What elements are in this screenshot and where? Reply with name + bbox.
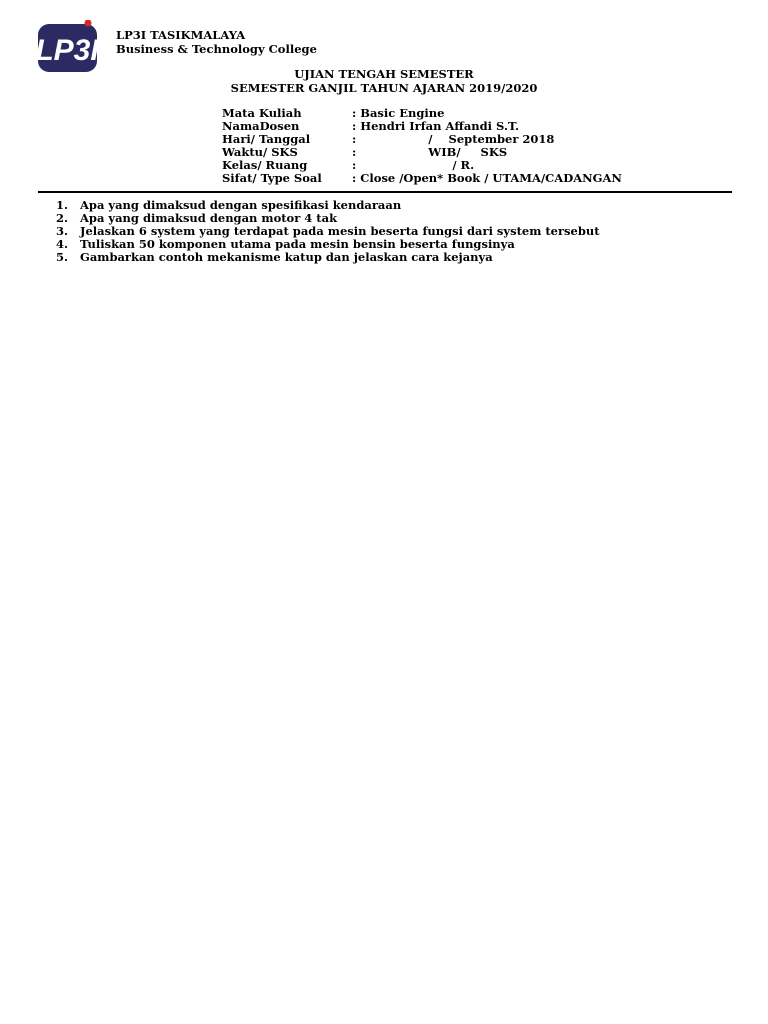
header-divider xyxy=(38,191,732,193)
lp3i-logo-icon xyxy=(37,20,99,74)
question-text: Apa yang dimaksud dengan spesifikasi kendaraan xyxy=(80,198,402,212)
meta-value: : Basic Engine xyxy=(352,106,445,120)
meta-value: : / September 2018 xyxy=(352,132,555,146)
meta-value: : Hendri Irfan Affandi S.T. xyxy=(352,119,520,133)
question-number: 4. xyxy=(56,237,69,251)
question-text: Tuliskan 50 komponen utama pada mesin bensin beserta fungsinya xyxy=(80,237,515,251)
question-text: Apa yang dimaksud dengan motor 4 tak xyxy=(80,211,338,225)
question-text: Gambarkan contoh mekanisme katup dan jelaskan cara kejanya xyxy=(80,250,493,264)
question-text: Jelaskan 6 system yang terdapat pada mesin beserta fungsi dari system tersebut xyxy=(80,224,600,238)
meta-label: Waktu/ SKS xyxy=(222,145,298,159)
institution-name: LP3I TASIKMALAYA xyxy=(116,28,246,42)
meta-value: : WIB/ SKS xyxy=(352,145,508,159)
meta-label: Kelas/ Ruang xyxy=(222,158,308,172)
lp3i-logo xyxy=(37,20,99,74)
exam-title xyxy=(0,68,768,95)
question-number: 5. xyxy=(56,250,69,264)
question-number: 3. xyxy=(56,224,69,238)
meta-value: : Close /Open* Book / UTAMA/CADANGAN xyxy=(352,171,622,185)
question-number: 2. xyxy=(56,211,69,225)
meta-label: Sifat/ Type Soal xyxy=(222,171,322,185)
meta-label: Mata Kuliah xyxy=(222,106,302,120)
meta-value: : / R. xyxy=(352,158,475,172)
exam-title-line2: SEMESTER GANJIL TAHUN AJARAN 2019/2020 xyxy=(230,80,538,95)
question-number: 1. xyxy=(56,198,69,212)
meta-label: NamaDosen xyxy=(222,119,300,133)
exam-title-line1: UJIAN TENGAH SEMESTER xyxy=(294,67,474,81)
institution-subtitle: Business & Technology College xyxy=(116,42,317,56)
meta-label: Hari/ Tanggal xyxy=(222,132,311,146)
institution-block xyxy=(116,28,317,56)
logo-text: LP3I xyxy=(37,34,99,67)
